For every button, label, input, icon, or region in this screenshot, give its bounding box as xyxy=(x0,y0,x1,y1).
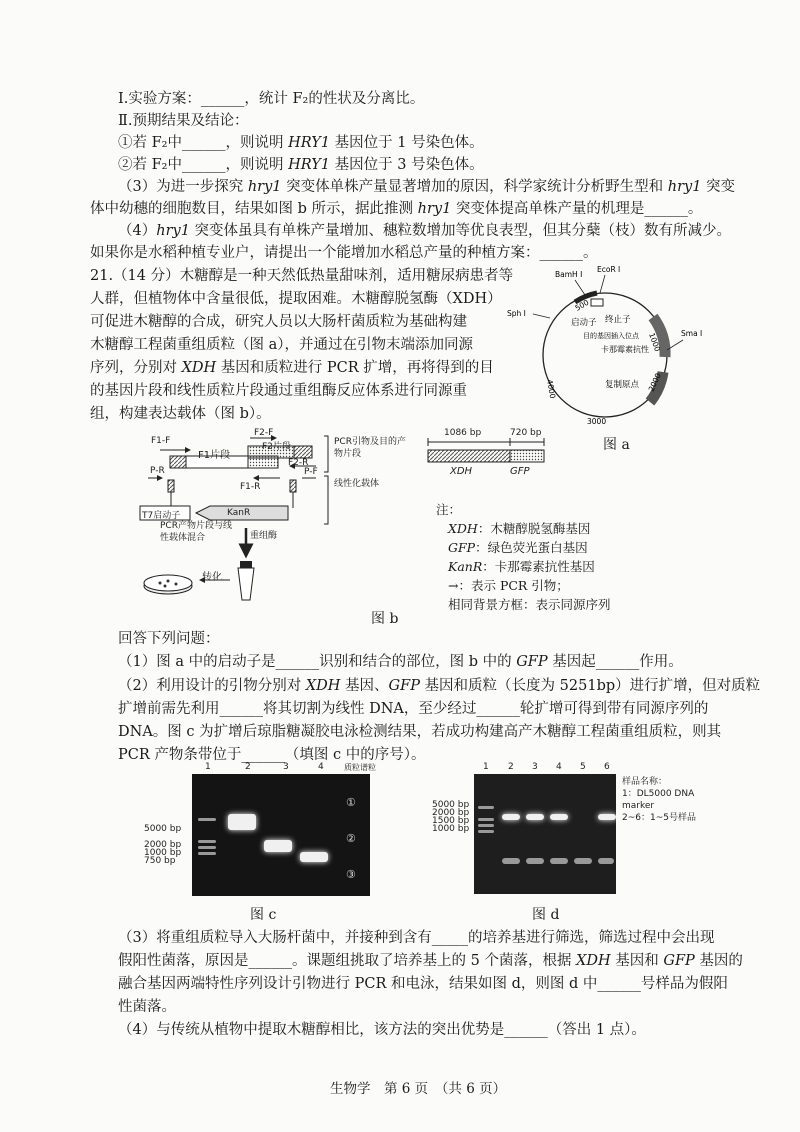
fig-a-promoter: 启动子 xyxy=(571,318,597,328)
fig-a-ori: 复制原点 xyxy=(605,380,640,390)
question-2-line-3: DNA。图 c 为扩增后琼脂糖凝胶电泳检测结果，若成功构建高产木糖醇工程菌重组质粒，则其 xyxy=(118,724,722,740)
fig-c-marker-2000: 2000 bp xyxy=(144,840,182,850)
top-line-1: Ⅰ.实验方案：______，统计 F₂的性状及分离比。 xyxy=(118,91,425,107)
fig-a-bamhi: BamH I xyxy=(555,270,583,279)
top-line-7: （4）hry1 突变体虽具有单株产量增加、穗粒数增加等优良表型，但其分蘖（枝）数有所减少。 xyxy=(118,223,732,239)
fig-b-f1-fragment: F1片段 xyxy=(198,450,231,461)
fig-a-terminator: 终止子 xyxy=(605,315,631,325)
question-1: （1）图 a 中的启动子是______识别和结合的部位，图 b 中的 GFP 基因起______作用。 xyxy=(118,654,683,670)
fig-b-f2f: F2-F xyxy=(254,428,274,438)
question-2-line-2: 扩增前需先利用______将其切割为线性 DNA，至少经过______轮扩增可得到带有同源序列的 xyxy=(118,701,709,717)
fig-b-bp2: 720 bp xyxy=(510,428,542,438)
fig-a-sphi: Sph I xyxy=(507,309,526,318)
fig-c-caption: 图 c xyxy=(250,907,277,923)
fig-a-3000: 3000 xyxy=(587,417,607,426)
question-3-line-2: 假阳性菌落，原因是______。课题组挑取了培养基上的 5 个菌落，根据 XDH 基因和 GFP 基因的 xyxy=(118,953,743,969)
fig-b-f1f: F1-F xyxy=(151,436,171,446)
fig-a-kan: 卡那霉素抗性 xyxy=(601,345,649,354)
fig-b-gfp: GFP xyxy=(510,466,530,477)
q21-line-2: 人群，但植物体中含量很低，提取困难。木糖醇脱氢酶（XDH） xyxy=(90,291,502,307)
question-3-line-3: 融合基因两端特性序列设计引物进行 PCR 和电泳，结果如图 d，则图 d 中______号样品为假阳 xyxy=(118,976,728,992)
figure-a-plasmid xyxy=(505,262,705,452)
fig-b-f1r: F1-R xyxy=(240,482,261,492)
fig-a-500: 500 xyxy=(573,297,591,313)
fig-c-marker-1000: 1000 bp xyxy=(144,848,182,858)
question-2-line-1: （2）利用设计的引物分别对 XDH 基因、GFP 基因和质粒（长度为 5251bp）进行扩增，但对质粒 xyxy=(118,678,761,694)
top-line-6: 体中幼穗的细胞数目，结果如图 b 所示，据此推测 hry1 突变体提高单株产量的机理是______。 xyxy=(90,201,703,217)
fig-d-lane-1: 1 xyxy=(483,762,489,772)
top-line-5: （3）为进一步探究 hry1 突变体单株产量显著增加的原因，科学家统计分析野生型和 hry1 突变 xyxy=(118,179,736,195)
fig-c-lane-4: 4 xyxy=(318,762,324,772)
question-3-line-1: （3）将重组质粒导入大肠杆菌中，并接种到含有_____的培养基进行筛选，筛选过程中会出现 xyxy=(118,930,715,946)
q21-line-6: 的基因片段和线性质粒片段通过重组酶反应体系进行同源重 xyxy=(90,383,467,399)
fig-d-lane-6: 6 xyxy=(604,762,610,772)
fig-c-pos-3: ③ xyxy=(346,868,356,881)
fig-a-1000: 1000 xyxy=(647,331,663,353)
fig-d-legend: 样品名称： 1：DL5000 DNA marker 2~6：1~5号样品 xyxy=(622,777,696,823)
page-footer: 生物学 第 6 页 （共 6 页） xyxy=(330,1081,507,1097)
fig-d-marker-2000: 2000 bp xyxy=(432,808,470,818)
q21-line-4: 木糖醇工程菌重组质粒（图 a），并通过在引物末端添加同源 xyxy=(90,337,474,353)
fig-c-header: 质粒谱粒 xyxy=(344,763,376,772)
fig-b-brace-primers: PCR引物及目的产物片段 xyxy=(334,437,406,459)
fig-c-marker-750: 750 bp xyxy=(144,856,176,866)
fig-a-4000: 4000 xyxy=(545,378,558,400)
fig-b-pf: P-F xyxy=(304,467,318,477)
fig-d-lane-2: 2 xyxy=(508,762,514,772)
fig-c-pos-2: ② xyxy=(346,832,356,845)
fig-b-mix-label: PCR产物片段与线性载体混合 xyxy=(160,521,232,543)
fig-c-lane-2: 2 xyxy=(245,762,251,772)
fig-a-insert-site: 目的基因插入位点 xyxy=(583,332,639,340)
fig-b-kanr: KanR xyxy=(227,508,251,518)
fig-b-brace-vector: 线性化载体 xyxy=(334,479,380,489)
question-3-line-4: 性菌落。 xyxy=(118,999,176,1015)
fig-a-caption: 图 a xyxy=(603,437,630,453)
fig-d-caption: 图 d xyxy=(532,907,560,923)
fig-b-transform-label: 转化 xyxy=(202,572,222,583)
fig-c-pos-1: ① xyxy=(346,796,356,809)
q21-line-5: 序列，分别对 XDH 基因和质粒进行 PCR 扩增，再将得到的目 xyxy=(90,360,494,376)
question-2-line-4: PCR 产物条带位于______（填图 c 中的序号）。 xyxy=(118,747,426,763)
fig-c-lane-3: 3 xyxy=(283,762,289,772)
fig-a-ecori: EcoR I xyxy=(597,265,621,274)
top-line-8: 如果你是水稻种植专业户，请提出一个能增加水稻总产量的种植方案：______。 xyxy=(90,245,598,261)
fig-a-smai: Sma I xyxy=(681,329,703,338)
fig-d-marker-5000: 5000 bp xyxy=(432,800,470,810)
top-line-3: ①若 F₂中______，则说明 HRY1 基因位于 1 号染色体。 xyxy=(118,135,484,151)
fig-b-notes: 注： XDH：木糖醇脱氢酶基因 GFP：绿色荧光蛋白基因 KanR：卡那霉素抗性基因 →：表示 PCR 引物； 相同背景方框：表示同源序列 xyxy=(436,502,611,612)
fig-b-enzyme-label: 重组酶 xyxy=(250,531,278,541)
top-line-2: Ⅱ.预期结果及结论： xyxy=(118,113,249,129)
fig-b-bp1: 1086 bp xyxy=(444,428,482,438)
top-line-4: ②若 F₂中______，则说明 HRY1 基因位于 3 号染色体。 xyxy=(118,157,484,173)
fig-b-f2r: F2-R xyxy=(288,458,309,468)
fig-d-gel xyxy=(474,774,616,894)
question-4: （4）与传统从植物中提取木糖醇相比，该方法的突出优势是______（答出 1 点）。 xyxy=(118,1022,646,1038)
fig-d-lane-3: 3 xyxy=(532,762,538,772)
fig-d-marker-1000: 1000 bp xyxy=(432,824,470,834)
q21-line-1: 21.（14 分）木糖醇是一种天然低热量甜味剂，适用糖尿病患者等 xyxy=(90,268,514,284)
fig-b-t7: T7启动子 xyxy=(142,511,181,521)
q21-line-7: 组，构建表达载体（图 b）。 xyxy=(90,406,271,422)
fig-b-caption: 图 b xyxy=(371,611,399,627)
fig-b-f2-fragment: F2片段 xyxy=(262,442,291,452)
fig-d-lane-4: 4 xyxy=(556,762,562,772)
fig-d-marker-1500: 1500 bp xyxy=(432,816,470,826)
fig-c-lane-1: 1 xyxy=(205,762,211,772)
questions-intro: 回答下列问题： xyxy=(118,631,220,647)
fig-a-2000: 2000 xyxy=(646,371,663,393)
fig-d-lane-5: 5 xyxy=(580,762,586,772)
fig-b-pr: P-R xyxy=(150,466,165,476)
fig-c-gel xyxy=(192,774,370,896)
fig-c-marker-5000: 5000 bp xyxy=(144,824,182,834)
fig-b-xdh: XDH xyxy=(450,466,473,477)
q21-line-3: 可促进木糖醇的合成，研究人员以大肠杆菌质粒为基础构建 xyxy=(90,314,467,330)
